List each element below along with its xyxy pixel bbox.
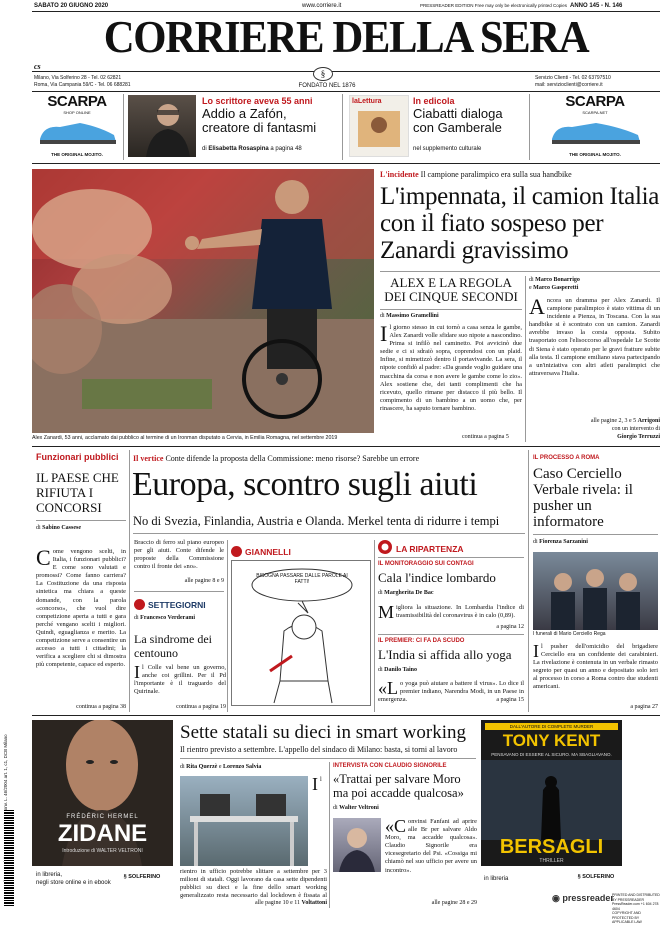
settegiorni-label: SETTEGIORNI <box>148 600 206 610</box>
contagi-page[interactable]: a pagina 12 <box>496 624 524 630</box>
pressreader-notice: PRINTED AND DISTRIBUTED BY PRESSREADER PressReader.com +1 604 278 4604 COPYRIGHT AND PROTECTED BY APPLICABLE LAW <box>612 893 660 924</box>
yoga-text: «Lo yoga può aiutare a battere il virus». Lo dice il premier indiano, Narendra Modi, in un Paese in emergenza. <box>378 680 524 704</box>
customer-mail: mail: servizioclienti@corriere.it <box>535 82 603 88</box>
customer-service: Servizio Clienti - Tel. 02 63797510 <box>535 75 611 81</box>
founded-line: FONDATO NEL 1876 <box>298 83 356 89</box>
intervista-title[interactable]: «Trattai per salvare Moro ma poi accadde qualcosa» <box>333 772 464 800</box>
zafon-photo <box>128 95 196 157</box>
ripartenza-label: LA RIPARTENZA <box>396 544 464 554</box>
cerciello-page[interactable]: a pagina 27 <box>630 704 658 710</box>
bersagli-publisher: § SOLFERINO <box>577 874 615 880</box>
bersagli-genre: THRILLER <box>539 858 564 864</box>
scarpa-tagline: THE ORIGINAL MOJITO. <box>51 152 103 157</box>
cerciello-text: Il pusher dell'omicidio del brigadiere Cerciello era un confidente dei carabinieri. La rivelazione è contenuta in un verbale rimasto segreto per quasi un anno e depositato solo ieri al processo in corso a Roma contro due studenti americani. <box>533 643 658 691</box>
lalettura-logo: laLettura <box>352 98 382 105</box>
website-link[interactable]: www.corriere.it <box>302 3 342 9</box>
contagi-text: Migliora la situazione. In Lombardia l'indice di trasmissibilità del coronavirus è in calo (0,89). <box>378 604 524 622</box>
zanardi-article-text: Ancora un dramma per Alex Zanardi. Il campione paralimpico è stato vittima di un incidente a Pienza, in Toscana. Con la sua handbike si è scontrato con un camion. Zanardi avrebbe invaso la corsia opposta. Subito trasportato con l'elisoccorso all'ospedale Le Scotte di Siena è stato operato per le gravi fratture subite alla testa. Il campione emiliano stava partecipando a un'iniziativa con altri atleti paralimpici che attraversava l'Italia. <box>529 297 660 377</box>
bersagli-badge: DALL'AUTORE DI COMPLETE MURDER <box>485 723 618 730</box>
taino-byline: di Danilo Taino <box>378 667 418 673</box>
yoga-page[interactable]: a pagina 15 <box>496 697 524 703</box>
issue-number: ANNO 145 - N. 146 <box>570 3 623 9</box>
zidane-book-ad[interactable] <box>32 720 173 866</box>
zafon-kicker: Lo scrittore aveva 55 anni <box>202 96 313 106</box>
lalettura-headline[interactable]: Ciabatti dialoga con Gamberale <box>413 106 503 135</box>
zanardi-pages[interactable]: alle pagine 2, 3 e 5 Arrigoni <box>590 418 660 424</box>
funzionari-continue[interactable]: continua a pagina 38 <box>76 704 126 710</box>
settegiorni-continue[interactable]: continua a pagina 19 <box>176 704 226 710</box>
scarpa-tagline: THE ORIGINAL MOJITO. <box>569 152 621 157</box>
zidane-intro: Introduzione di WALTER VELTRONI <box>62 848 143 854</box>
europe-kicker: Il vertice Conte difende la proposta della Commissione: meno risorse? Sarebbe un errore <box>133 454 420 463</box>
zafon-byline: di Elisabetta Rosaspina a pagina 48 <box>202 146 302 152</box>
lalettura-sub: nel supplemento culturale <box>413 146 482 152</box>
scarpa-net-label: SCARPA.NET <box>582 110 608 115</box>
press-edition-note: PRESSREADER EDITION Free may only be electronically printed Copies <box>420 3 568 8</box>
bersagli-title: BERSAGLI <box>499 836 604 858</box>
terruzzi-intervention: con un intervento di <box>611 426 660 432</box>
scarpa-logo: SCARPA <box>47 93 107 110</box>
settegiorni-text: Il Colle val bene un governo, anche coi grillini. Per il Pd l'importante è il traguardo del Quirinale. <box>134 664 226 696</box>
giannelli-label: GIANNELLI <box>245 547 291 557</box>
yoga-title[interactable]: L'India si affida allo yoga <box>378 647 512 662</box>
milan-address: Milano, Via Solferino 28 - Tel. 02 62821 <box>34 75 122 81</box>
funzionari-text: Come vengono scelti, in Italia, i funzionari pubblici? E come sono valutati e promossi? Come fanno carriera? La Costituzione da una risposta sintetica ma chiara a queste domande, con la parola «concorso», che vuol dire competizione aperta a tutti e gara perché vengano scelti i migliori. Quindi, eguaglianza e merito. La competizione serve a consentire un accesso a tutti i cittadini; la verifica a scegliere chi si dimostra più competente, capace ed esperto. <box>36 548 126 669</box>
contagi-kicker: IL MONITORAGGIO SUI CONTAGI <box>378 561 474 567</box>
zanardi-photo[interactable] <box>32 169 374 433</box>
scarpa-ad-right[interactable] <box>532 94 658 160</box>
gramellini-title[interactable]: ALEX E LA REGOLA DEI CINQUE SECONDI <box>384 275 518 304</box>
smart-subheadline: Il rientro previsto a settembre. L'appello del sindaco di Milano: basta, si torni al lavoro <box>180 745 458 754</box>
rome-address: Roma, Via Campania 59/C - Tel. 06 688281 <box>34 82 131 88</box>
giannelli-cartoon[interactable] <box>231 560 371 706</box>
giannelli-dot-icon <box>231 546 242 557</box>
europe-subheadline: No di Svezia, Finlandia, Austria e Olanda. Merkel tenta di ridurre i tempi <box>133 514 500 528</box>
zidane-where-2: negli store online e in ebook <box>36 880 111 886</box>
lalettura-kicker: In edicola <box>413 96 455 106</box>
newspaper-title: CORRIERE DELLA SERA <box>103 11 589 62</box>
bersagli-book-ad[interactable] <box>481 720 622 866</box>
funeral-photo[interactable] <box>533 552 658 630</box>
veltroni-byline: di Walter Veltroni <box>333 805 379 811</box>
terruzzi-author: Giorgio Terruzzi <box>617 434 660 440</box>
bonarrigo-byline-1: di Marco Bonarrigo <box>529 277 580 283</box>
settegiorni-dot-icon <box>134 599 145 610</box>
zidane-publisher: § SOLFERINO <box>123 874 161 880</box>
edition-mark: cs <box>34 62 41 71</box>
yoga-kicker: IL PREMIER: CI FA DA SCUDO <box>378 638 465 644</box>
main-kicker: L'incidente Il campione paralimpico era sulla sua handbike <box>380 170 572 179</box>
zidane-author: FRÉDÉRIC HERMEL <box>66 814 139 820</box>
cerciello-title[interactable]: Caso Cerciello Verbale rivela: il pusher un informatore <box>533 466 633 530</box>
scarpa-logo: SCARPA <box>565 93 625 110</box>
crest-icon: § <box>313 67 333 81</box>
sarzanini-byline: di Fiorenza Sarzanini <box>533 539 588 545</box>
scarpa-ad-left[interactable] <box>34 94 120 160</box>
bersagli-tagline: PENSAVANO DI ESSERE AL SICURO. MA SBAGLIAVANO. <box>491 752 612 757</box>
funeral-caption: I funerali di Mario Cerciello Rega <box>533 631 606 637</box>
pressreader-logo: ◉ pressreader <box>552 893 614 903</box>
debac-byline: di Margherita De Bac <box>378 590 434 596</box>
barcode-icon <box>4 810 14 906</box>
zidane-title: ZIDANE <box>57 820 148 847</box>
intervista-kicker: INTERVISTA CON CLAUDIO SIGNORILE <box>333 763 447 769</box>
virus-icon <box>378 540 392 554</box>
verderami-byline: di Francesco Verderami <box>134 615 195 621</box>
issue-date: SABATO 20 GIUGNO 2020 <box>34 3 109 9</box>
intervista-pages[interactable]: alle pagine 28 e 29 <box>431 900 477 906</box>
sneaker-icon <box>532 115 658 147</box>
intervista-text: «Convinsi Fanfani ad aprire alle Br per salvare Aldo Moro, ma accadde qualcosa». Claudio Signorile era vicesegretario del Psi. «Cossiga mi chiamò nel suo ufficio per avere un incontro». <box>385 818 477 874</box>
settegiorni-title[interactable]: La sindrome dei centouno <box>134 632 212 660</box>
smart-headline[interactable]: Sette statali su dieci in smart working <box>180 722 467 743</box>
sneaker-icon <box>34 115 120 147</box>
main-headline[interactable]: L'impennata, il camion Italia con il fiato sospeso per Zanardi gravissimo <box>380 183 660 264</box>
funzionari-title[interactable]: IL PAESE CHE RIFIUTA I CONCORSI <box>36 470 119 515</box>
bersagli-where: in libreria <box>484 876 509 882</box>
contagi-title[interactable]: Cala l'indice lombardo <box>378 570 496 585</box>
europe-headline[interactable]: Europa, scontro sugli aiuti <box>132 466 478 503</box>
smart-pages[interactable]: alle pagine 10 e 11 Voltattoni <box>254 900 327 906</box>
smart-text: Il rientro in ufficio potrebbe slittare a settembre per 3 milioni di statali. Oggi lavorano da casa sette dipendenti pubblici su dieci e la fine dello smart working generalizzato resta necessario dal lockdown è fissata al <box>180 776 327 900</box>
photo-caption: Alex Zanardi, 53 anni, acclamato dai pubblico al termine di un Ironman disputato a Cervia, in Emilia Romagna, nel settembre 2019 <box>32 435 338 441</box>
scarpa-shop-label: SHOP ONLINE <box>63 110 91 115</box>
gramellini-text: Il giorno stesso in cui tornò a casa senza le gambe, Alex Zanardi volle sfidare suo nipote a nascondino. Prima si infilò nel caminetto. Poi avvicinò due sedie e ci si sdraiò sopra, coprendosi con un plaid. Infine, si mimetizzò dentro il portavivande. La sera, il nipote confidò al padre: «Da grande voglio guidare una macchina da corsa e non avere le gambe come lo zio». Alex sostiene che, dei tanti complimenti che ha ricevuto, quello rimane per distacco il più bello. Il compimento di un bambino a un uomo che, per rinascere, ha saputo tornare bambino. <box>380 324 522 412</box>
smart-byline: di Rita Querzè e Lorenzo Salvia <box>180 764 262 770</box>
europe-pages[interactable]: alle pagine 8 e 9 <box>184 578 224 584</box>
cartoon-bubble: BISOGNA PASSARE DALLE PAROLE AI FATTI! <box>256 573 348 585</box>
lalettura-cover <box>349 95 409 157</box>
cassese-byline: di Sabino Cassese <box>36 525 82 531</box>
zafon-headline[interactable]: Addio a Zafón, creatore di fantasmi <box>202 106 317 135</box>
bersagli-author: TONY KENT <box>502 731 601 750</box>
europe-text: Braccio di ferro sul piano europeo per gli aiuti. Conte difende le proposte della Commissione contro il fronte dei «no». <box>134 539 224 571</box>
zidane-where-1: in libreria, <box>36 872 63 878</box>
cerciello-kicker: IL PROCESSO A ROMA <box>533 455 600 461</box>
gramellini-continue[interactable]: continua a pagina 5 <box>462 434 509 440</box>
funzionari-kicker: Funzionari pubblici <box>36 452 119 462</box>
bonarrigo-byline-2: e Marco Gasperetti <box>529 285 579 291</box>
gramellini-byline: di Massimo Gramellini <box>380 313 439 319</box>
